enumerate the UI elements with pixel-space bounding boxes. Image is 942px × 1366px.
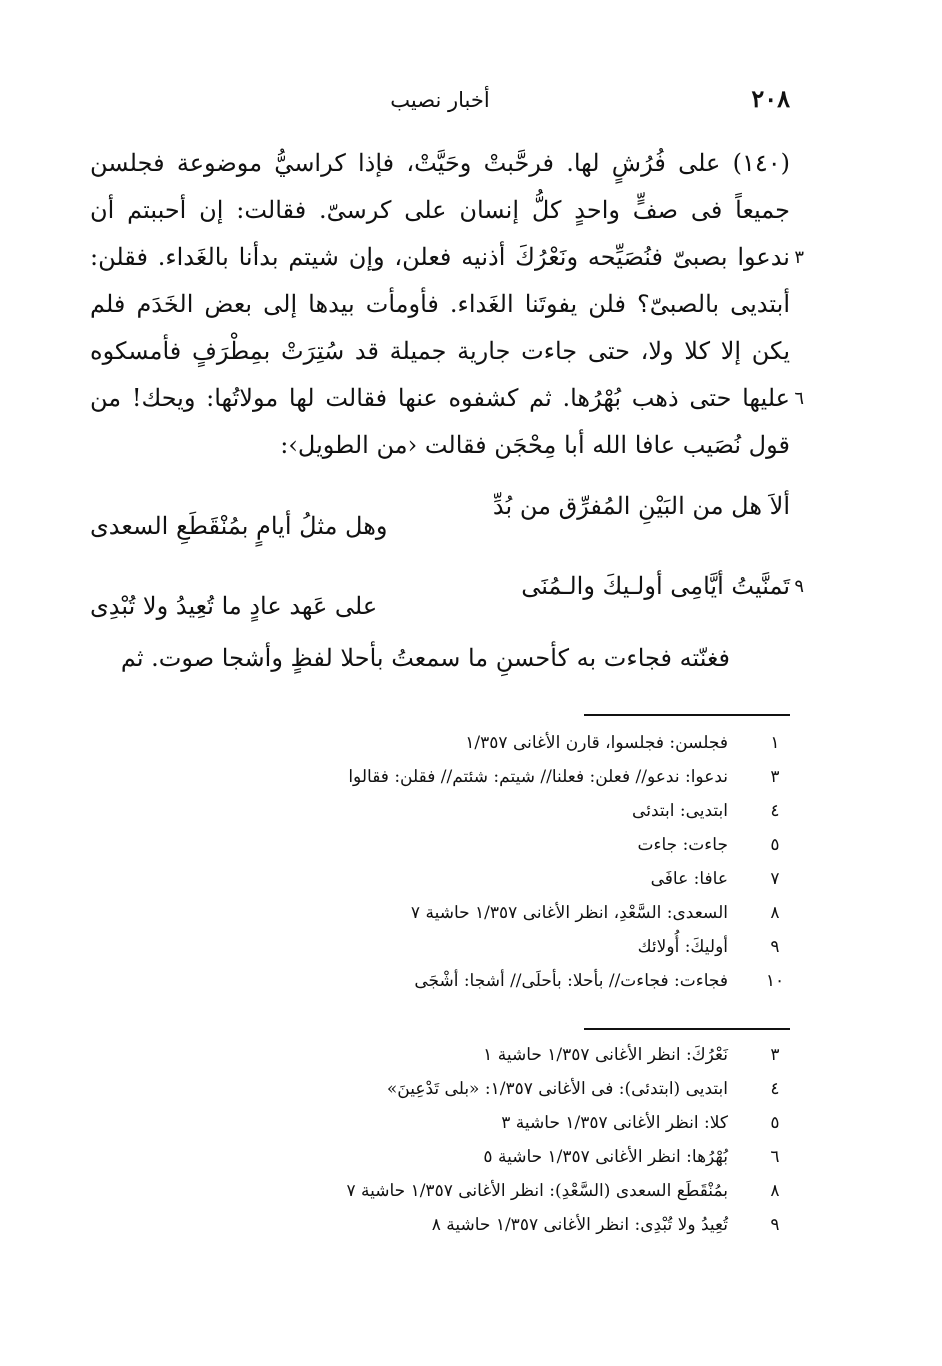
note-row bbox=[240, 1106, 790, 1140]
line-text: (١٤٠) على فُرُشٍ لها. فرحَّبتْ وحَيَّتْ، فإذا كراسيُّ موضوعة فجلسن bbox=[90, 149, 790, 177]
note-text: بمُنْقَطَع السعدى (السَّعْدِ): انظر الأغانى ١/٣٥٧ حاشية ٧ bbox=[346, 1181, 728, 1201]
note-text: فجلسن: فجلسوا، قارن الأغانى ١/٣٥٧ bbox=[465, 733, 728, 753]
text-line bbox=[90, 375, 804, 422]
note-number: ١ bbox=[770, 733, 780, 753]
text-line bbox=[90, 234, 804, 281]
note-text: أوليكَ: أُولائك bbox=[637, 937, 728, 957]
note-text: نَعْرُكَ: انظر الأغانى ١/٣٥٧ حاشية ١ bbox=[483, 1045, 728, 1065]
note-row bbox=[240, 930, 790, 964]
note-row bbox=[240, 1140, 790, 1174]
text-line-last bbox=[90, 422, 790, 469]
line-text: ندعوا بصبىّ فنُصَيِّحه ونَعْرُكَ أذنيه فعلن، وإن شيتم بدأنا بالغَداء. فقلن: bbox=[90, 243, 790, 271]
note-text: فجاءت: فجاءت// بأحلا: بأحلَى// أشجا: أشْجَى bbox=[414, 971, 728, 991]
note-text: ندعوا: ندعو// فعلن: فعلنا// شيتم: شئتم// فقلن: فقالوا bbox=[348, 767, 728, 787]
note-number: ٧ bbox=[770, 869, 780, 889]
body-text bbox=[90, 140, 804, 469]
note-row bbox=[240, 828, 790, 862]
note-number: ٦ bbox=[770, 1147, 780, 1167]
note-text: تُعِيدُ ولا تُبْدِى: انظر الأغانى ١/٣٥٧ حاشية ٨ bbox=[431, 1215, 728, 1235]
line-text: عليها حتى ذهب بُهْرُها. ثم كشفوه عنها فقالت لها مولاتُها: ويحك! من bbox=[90, 384, 790, 412]
note-row bbox=[240, 964, 790, 998]
note-number: ٣ bbox=[770, 1045, 780, 1065]
note-row bbox=[240, 794, 790, 828]
apparatus-notes bbox=[240, 726, 790, 998]
text-line bbox=[90, 187, 790, 234]
verse-second-hemistich: على عَهد عادٍ ما تُعِيدُ ولا تُبْدِى bbox=[90, 592, 378, 620]
footnote-divider bbox=[584, 714, 790, 716]
note-row bbox=[240, 1208, 790, 1242]
text-line bbox=[90, 140, 790, 187]
poem-verse bbox=[90, 492, 790, 572]
text-line bbox=[90, 328, 790, 375]
note-row bbox=[240, 896, 790, 930]
note-number: ١٠ bbox=[765, 971, 785, 991]
note-row bbox=[240, 1072, 790, 1106]
running-title: أخبار نصيب bbox=[390, 88, 490, 112]
verse-first-hemistich: ألاَ هل من البَيْنِ المُفرِّق من بُدِّ bbox=[492, 492, 790, 520]
note-row bbox=[240, 760, 790, 794]
note-row bbox=[240, 862, 790, 896]
note-row bbox=[240, 726, 790, 760]
line-text: يكن إلا كلا ولا، حتى جاءت جارية جميلة قد سُتِرَتْ بمِطْرَفٍ فأمسكوه bbox=[90, 337, 790, 365]
note-text: جاءت: جاءت bbox=[637, 835, 728, 855]
page-header bbox=[90, 84, 790, 120]
note-number: ٤ bbox=[770, 1079, 780, 1099]
line-text: أبتديى بالصبىّ؟ فلن يفوتَنا الغَداء. فأومأت بيدها إلى بعض الخَدَم فلم bbox=[90, 290, 790, 318]
line-text: جميعاً فى صفٍّ واحدٍ كلُّ إنسان على كرسىّ. فقالت: إن أحببتم أن bbox=[90, 196, 790, 224]
note-text: السعدى: السَّعْدِ، انظر الأغانى ١/٣٥٧ حاشية ٧ bbox=[410, 903, 728, 923]
line-number: ٦ bbox=[794, 388, 804, 409]
note-text: عافا: عافَى bbox=[650, 869, 728, 889]
text-line bbox=[90, 281, 790, 328]
line-text: قول نُصَيب عافا الله أبا مِحْجَن فقالت ‹من الطويل›: bbox=[280, 431, 790, 459]
note-number: ٤ bbox=[770, 801, 780, 821]
note-number: ٩ bbox=[770, 937, 780, 957]
line-number: ٣ bbox=[794, 247, 804, 268]
footnote-divider bbox=[584, 1028, 790, 1030]
note-number: ٩ bbox=[770, 1215, 780, 1235]
note-text: ابتديى (ابتدئى): فى الأغانى ١/٣٥٧: «بلى تَدْعِينَ» bbox=[386, 1079, 728, 1099]
note-number: ٨ bbox=[770, 1181, 780, 1201]
note-number: ٥ bbox=[770, 835, 780, 855]
verse-first-hemistich: تَمنَّيتُ أيَّامِى أولـيكَ والـمُنَى bbox=[521, 572, 790, 600]
final-text-line: فغنّته فجاءت به كأحسنِ ما سمعتُ بأحلا لفظٍ وأشجا صوت. ثم bbox=[120, 644, 730, 672]
note-number: ٥ bbox=[770, 1113, 780, 1133]
note-row bbox=[240, 1038, 790, 1072]
commentary-notes bbox=[240, 1038, 790, 1242]
page-number: ٢٠٨ bbox=[751, 84, 790, 113]
verse-second-hemistich: وهل مثلُ أيامٍ بمُنْقَطَعِ السعدى bbox=[90, 512, 388, 540]
note-number: ٣ bbox=[770, 767, 780, 787]
poem bbox=[90, 492, 804, 652]
note-row bbox=[240, 1174, 790, 1208]
note-text: كلا: انظر الأغانى ١/٣٥٧ حاشية ٣ bbox=[501, 1113, 728, 1133]
note-number: ٨ bbox=[770, 903, 780, 923]
note-text: بُهْرُها: انظر الأغانى ١/٣٥٧ حاشية ٥ bbox=[483, 1147, 728, 1167]
line-number: ٩ bbox=[794, 576, 804, 597]
note-text: ابتديى: ابتدئى bbox=[632, 801, 728, 821]
poem-verse bbox=[90, 572, 804, 652]
